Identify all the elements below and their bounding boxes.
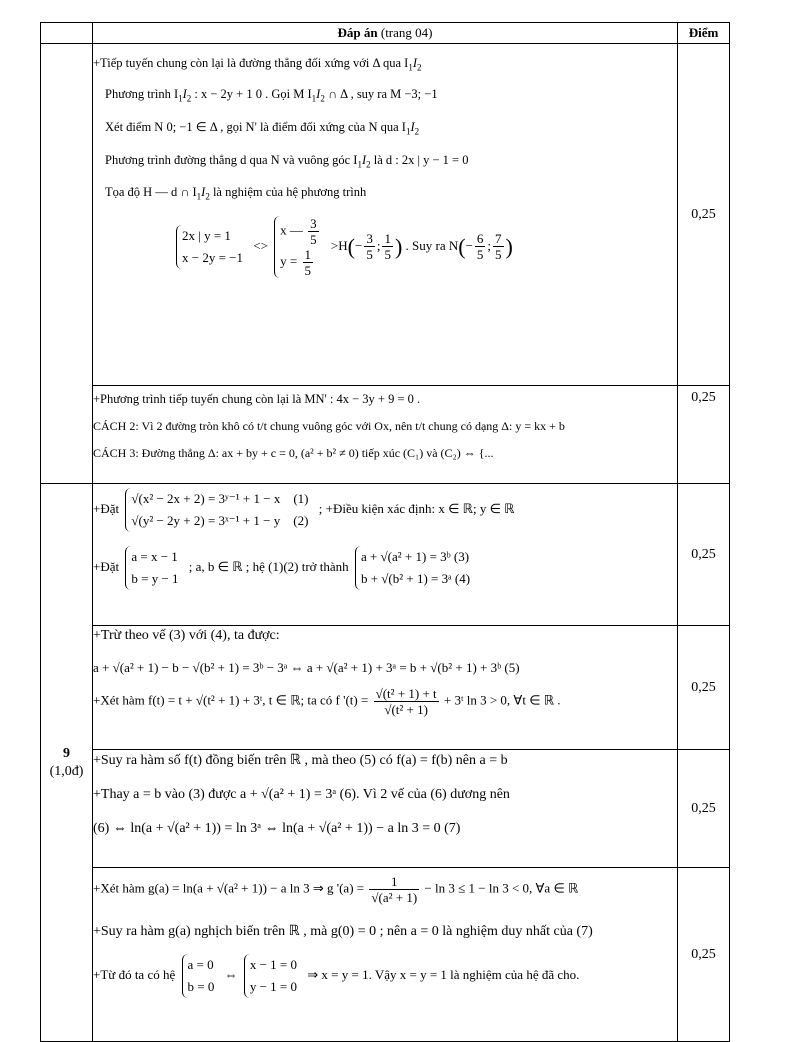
header-row: [41, 23, 730, 44]
q9-b: [41, 626, 730, 750]
header-points: Điểm: [678, 23, 730, 44]
block-top-content: +Tiếp tuyến chung còn lại là đường thẳng đối xứng với Δ qua $I_1I_2$ Phương trình $I_1I_2$ : x − 2y + 1 0 . Gọi M $I_1I_2$ ∩ Δ , suy ra M −3; −1 Xét điểm N 0; −1 ∈ Δ , gọi N' là điểm đối xứng của N qua $I_1I_2$ Phương trình đường thẳng d qua N và vuông góc $I_1I_2$ là d : 2x | y − 1 = 0 Tọa độ H — d ∩ $I_1I_2$ là nghiệm của hệ phương trình 2x | y = 1 x − 2y = −1 <> x — $\frac{3}{5}$ y = $\frac{1}{5}$ >H(− $\frac{3}{5}$ ; $\frac{1}{5}$ ) . Suy ra N(− $\frac{6}{5}$ ; $\frac{7}{5}$ ): [93, 44, 678, 386]
q9-d-points: 0,25: [678, 868, 730, 1042]
q9-a-points: 0,25: [678, 484, 730, 626]
q9-b-points: 0,25: [678, 626, 730, 750]
answer-table: [40, 22, 730, 1042]
system-row: 2x | y = 1 x − 2y = −1 <> x — $\frac{3}{5}$ y = $\frac{1}{5}$ >H(− $\frac{3}{5}$ ; $\frac{1}{5}$ ) . Suy ra N(− $\frac{6}{5}$ ; $\frac{7}{5}$ ): [173, 216, 677, 278]
q9-c: [41, 750, 730, 868]
block-top2: [41, 386, 730, 484]
question-number: 9: [63, 745, 70, 761]
header-answer: [93, 23, 678, 44]
header-blank: [41, 23, 93, 44]
question-score: (1,0đ): [49, 763, 84, 779]
block-top: [41, 44, 730, 386]
block-top-points: 0,25: [678, 44, 730, 386]
q9-d: [41, 868, 730, 1042]
block-top2-content: +Phương trình tiếp tuyến chung còn lại là MN' : 4x − 3y + 9 = 0 . CÁCH 2: Vì 2 đường tròn khô có t/t chung vuông góc với Ox, nên t/t chung có dạng Δ: y = kx + b CÁCH 3: Đường thẳng Δ: ax + by + c = 0, (a² + b² ≠ 0) tiếp xúc (C₁) và (C₂) ⇔ {...: [93, 386, 678, 484]
q8-number-cell: [41, 44, 93, 484]
answer-page: (trang 04): [380, 25, 433, 40]
q9-b-content: +Trừ theo vế (3) với (4), ta được: a + √(a² + 1) − b − √(b² + 1) = 3ᵇ − 3ᵃ ⇔ a + √(a² + 1) + 3ᵃ = b + √(b² + 1) + 3ᵇ (5) +Xét hàm f(t) = t + √(t² + 1) + 3ᵗ, t ∈ ℝ; ta có f '(t) = $\frac{\text{√(t² + 1) + t}}{\text{√(t² + 1)}}$ + 3ᵗ ln 3 > 0, ∀t ∈ ℝ .: [93, 626, 678, 750]
q9-a: [41, 484, 730, 626]
q9-a-content: +Đặt √(x² − 2x + 2) = 3ʸ⁻¹ + 1 − x (1) √(y² − 2y + 2) = 3ˣ⁻¹ + 1 − y (2) ; +Điều kiện xác định: x ∈ ℝ; y ∈ ℝ +Đặt a = x − 1 b = y − 1 ; a, b ∈ ℝ ; hệ (1)(2) trở thành a + √(a² + 1) = 3ᵇ (3) b + √(b² + 1) = 3ᵃ (4): [93, 484, 678, 626]
q9-c-points: 0,25: [678, 750, 730, 868]
q9-system: √(x² − 2x + 2) = 3ʸ⁻¹ + 1 − x (1) √(y² − 2y + 2) = 3ˣ⁻¹ + 1 − y (2): [125, 488, 312, 532]
q9-d-content: +Xét hàm g(a) = ln(a + √(a² + 1)) − a ln 3 ⇒ g '(a) = $\frac{1}{\text{√(a² + 1)}}$ − ln 3 ≤ 1 − ln 3 < 0, ∀a ∈ ℝ +Suy ra hàm g(a) nghịch biến trên ℝ , mà g(0) = 0 ; nên a = 0 là nghiệm duy nhất của (7) +Từ đó ta có hệ a = 0 b = 0 ⇔ x − 1 = 0 y − 1 = 0 ⇒ x = y = 1. Vậy x = y = 1 là nghiệm của hệ đã cho.: [93, 868, 678, 1042]
block-top2-points: 0,25: [678, 386, 730, 484]
q9-c-content: +Suy ra hàm số f(t) đồng biến trên ℝ , mà theo (5) có f(a) = f(b) nên a = b +Thay a = b vào (3) được a + √(a² + 1) = 3ᵃ (6). Vì 2 vế của (6) dương nên (6) ⇔ ln(a + √(a² + 1)) = ln 3ᵃ ⇔ ln(a + √(a² + 1)) − a ln 3 = 0 (7): [93, 750, 678, 868]
system-left: 2x | y = 1 x − 2y = −1: [176, 225, 247, 269]
system-right: x — $\frac{3}{5}$ y = $\frac{1}{5}$: [274, 216, 325, 278]
answer-title: Đáp án: [337, 25, 378, 40]
question-number-cell: [41, 484, 93, 1042]
